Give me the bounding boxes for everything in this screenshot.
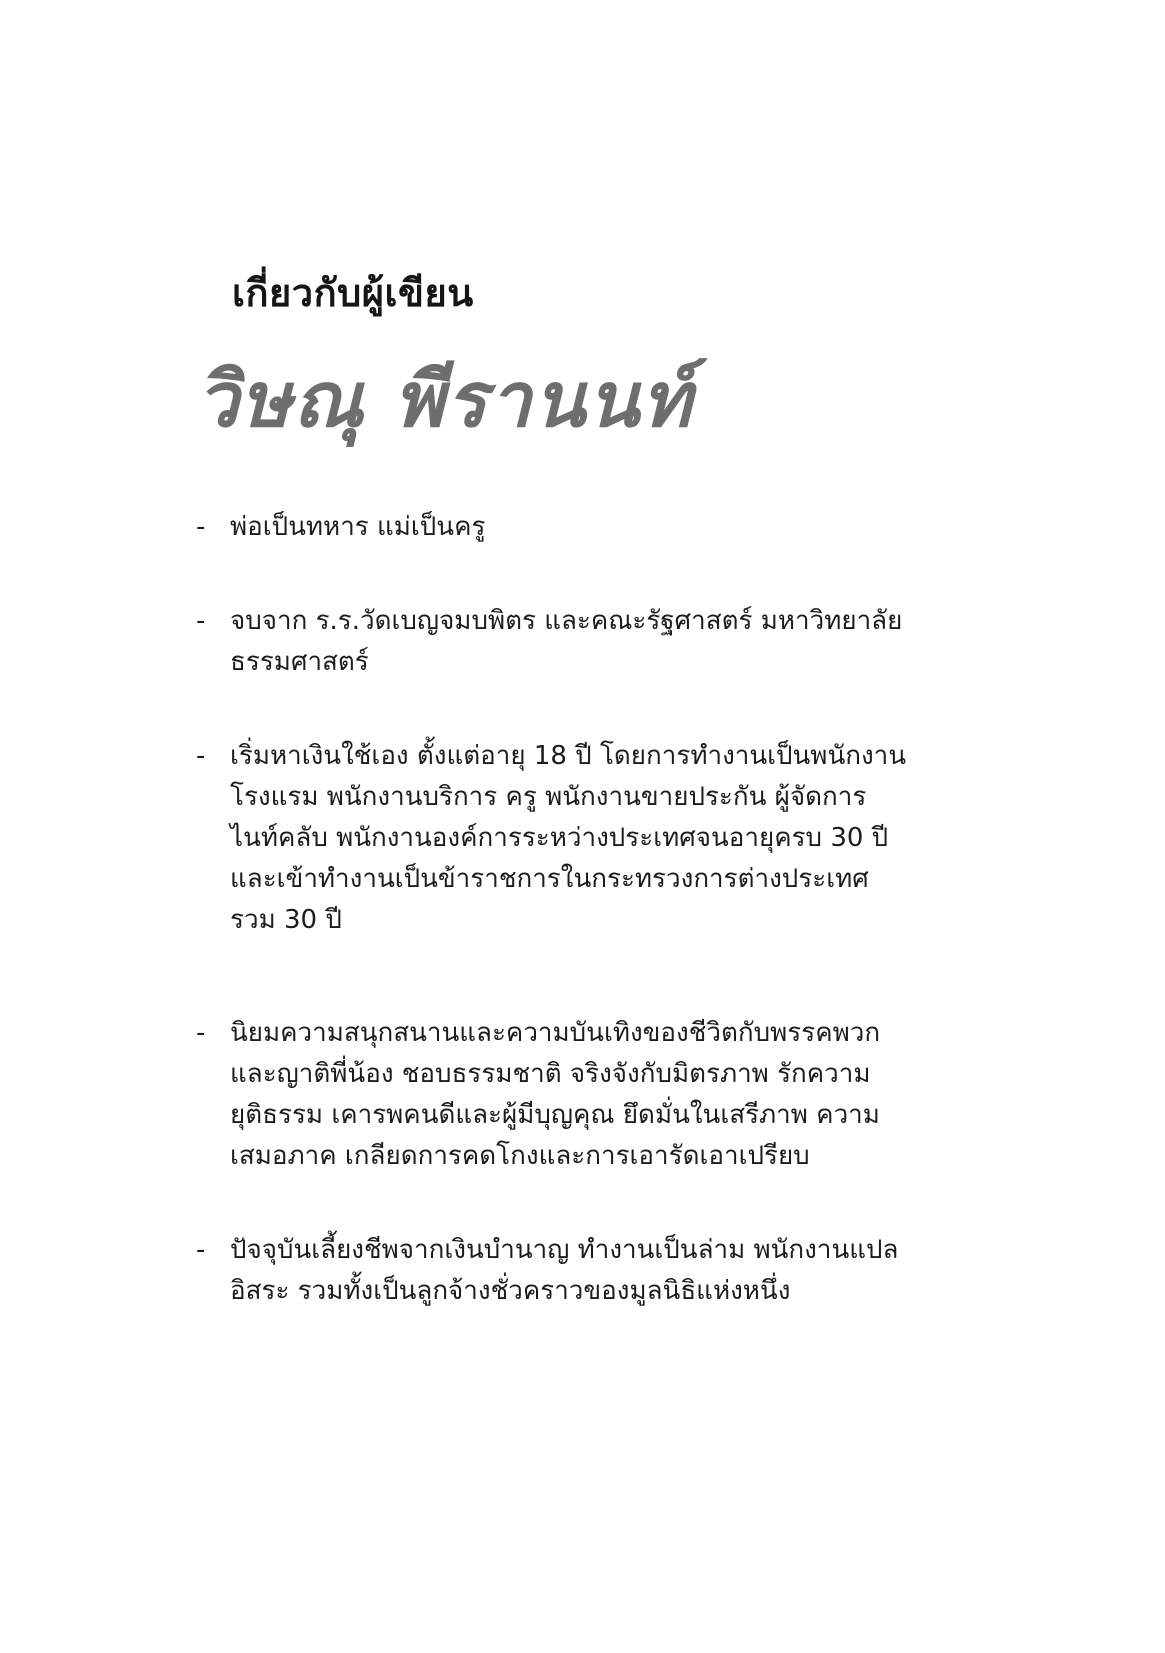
- bullet-dash: -: [196, 512, 206, 542]
- bio-line: ไนท์คลับ พนักงานองค์การระหว่างประเทศจนอายุครบ 30 ปี: [230, 823, 889, 853]
- bio-line: พ่อเป็นทหาร แม่เป็นครู: [230, 512, 486, 542]
- bio-item: [196, 601, 1076, 683]
- section-heading: เกี่ยวกับผู้เขียน: [232, 271, 474, 315]
- bio-line: ยุติธรรม เคารพคนดีและผู้มีบุญคุณ ยึดมั่นในเสรีภาพ ความ: [230, 1100, 880, 1130]
- author-name-title: วิษณุ พีรานนท์: [196, 355, 694, 444]
- bio-item: [196, 1013, 1076, 1177]
- bio-line: รวม 30 ปี: [230, 905, 342, 935]
- bio-line: เสมอภาค เกลียดการคดโกงและการเอารัดเอาเปรียบ: [230, 1141, 810, 1171]
- bio-item: [196, 507, 1076, 548]
- bio-line: ธรรมศาสตร์: [230, 647, 369, 677]
- bullet-dash: -: [196, 1235, 206, 1265]
- bio-item: [196, 1230, 1076, 1312]
- bio-line: โรงแรม พนักงานบริการ ครู พนักงานขายประกัน ผู้จัดการ: [230, 782, 867, 812]
- bio-line: เริ่มหาเงินใช้เอง ตั้งแต่อายุ 18 ปี โดยการทำงานเป็นพนักงาน: [230, 741, 907, 771]
- bio-line: นิยมความสนุกสนานและความบันเทิงของชีวิตกับพรรคพวก: [230, 1018, 881, 1048]
- bio-line: และญาติพี่น้อง ชอบธรรมชาติ จริงจังกับมิตรภาพ รักความ: [230, 1059, 871, 1089]
- bio-item: [196, 736, 1076, 941]
- bio-line: ปัจจุบันเลี้ยงชีพจากเงินบำนาญ ทำงานเป็นล่าม พนักงานแปล: [230, 1235, 899, 1265]
- bio-line: และเข้าทำงานเป็นข้าราชการในกระทรวงการต่างประเทศ: [230, 864, 869, 894]
- bio-line: จบจาก ร.ร.วัดเบญจมบพิตร และคณะรัฐศาสตร์ มหาวิทยาลัย: [230, 606, 903, 636]
- bio-line: อิสระ รวมทั้งเป็นลูกจ้างชั่วคราวของมูลนิธิแห่งหนึ่ง: [230, 1276, 791, 1306]
- bullet-dash: -: [196, 1018, 206, 1048]
- bullet-dash: -: [196, 606, 206, 636]
- bullet-dash: -: [196, 741, 206, 771]
- bio-list: [196, 507, 1076, 1312]
